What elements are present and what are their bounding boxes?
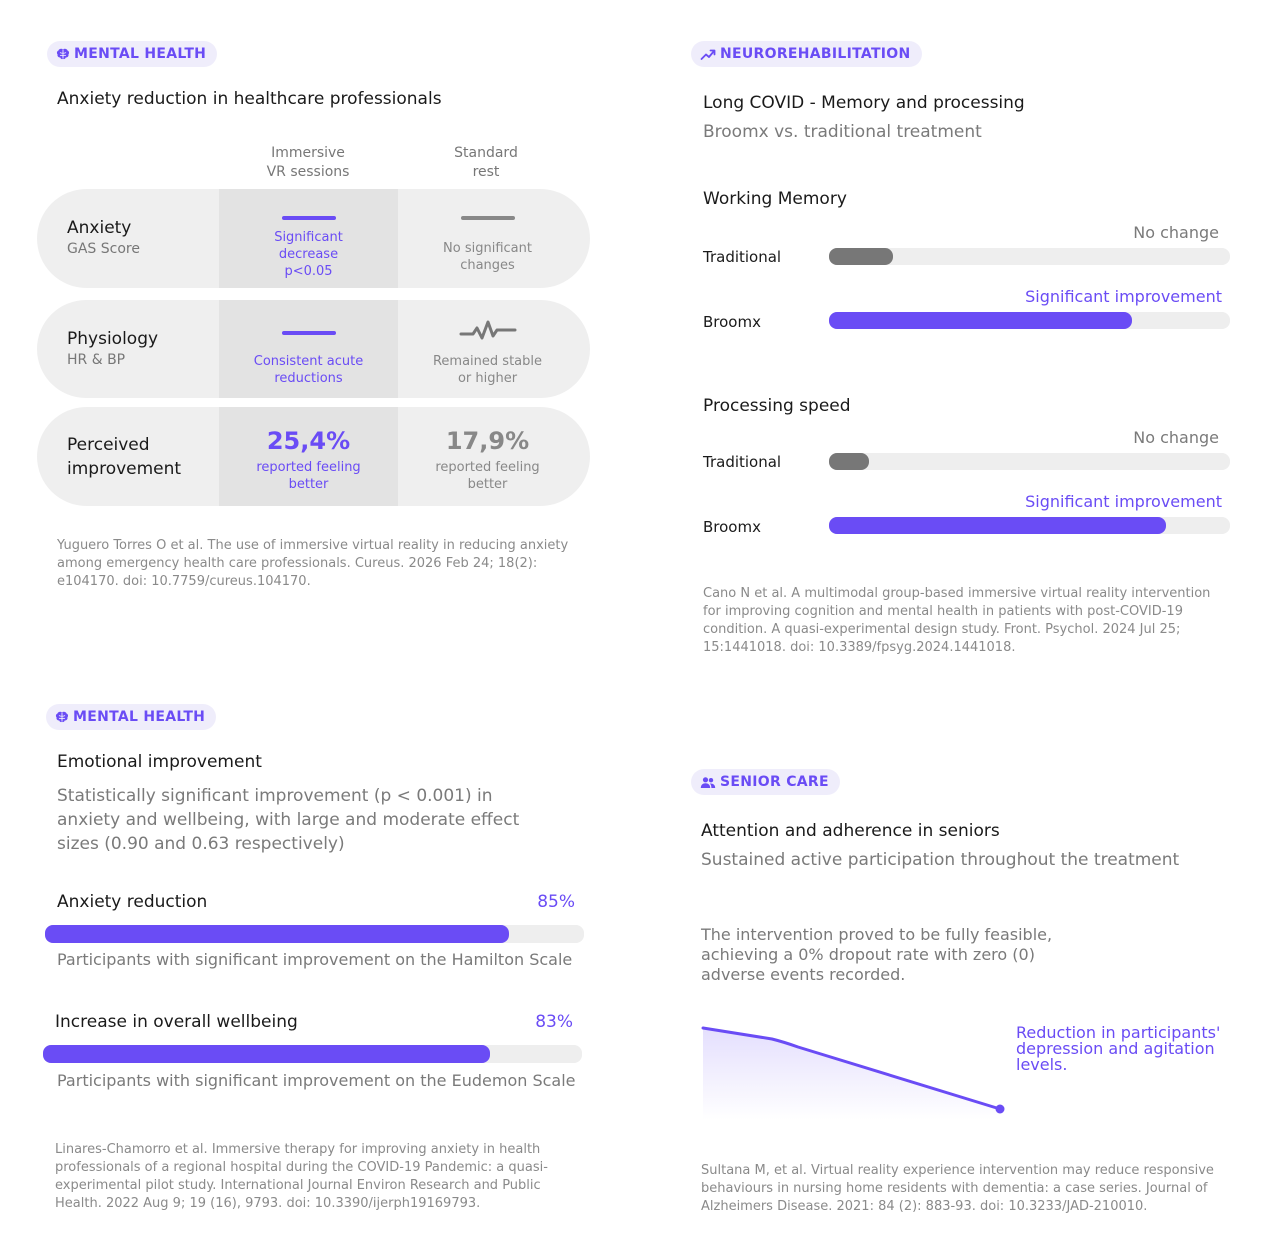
anxiety-reduction-caption: Participants with significant improvement on the Hamilton Scale — [57, 950, 573, 969]
working-memory-traditional-track — [829, 248, 1230, 265]
table-row-physiology — [37, 300, 590, 398]
mental-health-badge — [47, 41, 217, 67]
row-title: Perceived improvement — [67, 435, 182, 479]
long-covid-subtitle: Broomx vs. traditional treatment — [703, 122, 982, 142]
standard-result — [398, 319, 577, 387]
flat-dash-icon — [461, 216, 515, 220]
standard-result-text: No significant changes — [443, 241, 532, 273]
vr-result — [219, 331, 398, 387]
emotional-description: Statistically significant improvement (p < 0.001) in anxiety and wellbeing, with large and moderate effect sizes (0.90 and 0.63 respectively) — [57, 786, 520, 854]
anxiety-reduction-track — [45, 925, 584, 943]
people-icon — [700, 776, 716, 789]
vr-percentage: 25,4% — [266, 427, 351, 455]
row-subtitle: GAS Score — [67, 241, 140, 257]
working-memory-traditional-bar — [829, 248, 893, 265]
row-label — [67, 433, 181, 481]
wellbeing-bar — [43, 1045, 490, 1063]
broomx-note: Significant improvement — [1025, 492, 1222, 511]
row-subtitle: HR & BP — [67, 352, 126, 368]
wellbeing-track — [43, 1045, 582, 1063]
row-label — [67, 218, 140, 257]
traditional-note: No change — [1133, 223, 1219, 242]
senior-care-badge — [691, 769, 840, 795]
column-header-vr: Immersive VR sessions — [266, 145, 350, 180]
working-memory-title: Working Memory — [703, 189, 847, 209]
traditional-label: Traditional — [703, 248, 782, 266]
badge-label: MENTAL HEALTH — [73, 709, 206, 725]
processing-speed-broomx-track — [829, 517, 1230, 534]
neurorehabilitation-badge — [691, 41, 922, 67]
seniors-subtitle: Sustained active participation throughout the treatment — [701, 850, 1180, 870]
processing-speed-broomx-bar — [829, 517, 1166, 534]
anxiety-reduction-percent: 85% — [537, 892, 575, 912]
vr-result — [219, 426, 398, 493]
vr-result-text: Significant decrease p<0.05 — [274, 230, 343, 279]
vr-result-text: Consistent acute reductions — [253, 354, 364, 386]
anxiety-title: Anxiety reduction in healthcare professionals — [57, 89, 442, 109]
decrease-dash-icon — [282, 331, 336, 335]
anxiety-reduction-label: Anxiety reduction — [57, 892, 208, 912]
traditional-note: No change — [1133, 428, 1219, 447]
trend-icon — [700, 48, 716, 61]
citation: Yuguero Torres O et al. The use of immersive virtual reality in reducing anxiety among emergency health care professionals. Cureus. 2026 Feb 24; 18(2): e104170. doi: 10.7759/cureus.104170. — [57, 538, 569, 589]
row-title: Physiology — [67, 329, 159, 349]
wellbeing-label: Increase in overall wellbeing — [55, 1012, 298, 1032]
working-memory-broomx-bar — [829, 312, 1132, 329]
standard-result-text: reported feeling better — [435, 460, 540, 492]
wellbeing-caption: Participants with significant improvement on the Eudemon Scale — [57, 1071, 576, 1090]
decline-area — [703, 1028, 1000, 1120]
table-row-perceived — [37, 407, 590, 506]
table-row-anxiety — [37, 189, 590, 288]
column-header-standard: Standard rest — [454, 145, 518, 180]
anxiety-reduction-bar — [45, 925, 509, 943]
badge-label: SENIOR CARE — [720, 774, 829, 790]
processing-speed-title: Processing speed — [703, 396, 851, 416]
processing-speed-traditional-bar — [829, 453, 869, 470]
citation: Sultana M, et al. Virtual reality experience intervention may reduce responsive behaviours in nursing home residents with dementia: a case series. Journal of Alzheimers Disease. 2021: 84 (2): 883-93. doi: 10.3233/JAD-210010. — [701, 1163, 1214, 1214]
working-memory-broomx-track — [829, 312, 1230, 329]
brain-icon — [56, 48, 70, 61]
decline-chart — [700, 1020, 1010, 1120]
citation: Cano N et al. A multimodal group-based immersive virtual reality intervention for improving cognition and mental health in patients with post-COVID-19 condition. A quasi-experimental design study. Front. Psychol. 2024 Jul 25; 15:1441018. doi: 10.3389/fpsyg.2024.1441018. — [703, 586, 1211, 655]
broomx-note: Significant improvement — [1025, 287, 1222, 306]
wellbeing-percent: 83% — [535, 1012, 573, 1032]
emotional-title: Emotional improvement — [57, 752, 262, 772]
processing-speed-traditional-track — [829, 453, 1230, 470]
vr-result — [219, 216, 398, 280]
vr-result-text: reported feeling better — [256, 460, 361, 492]
seniors-title: Attention and adherence in seniors — [701, 821, 1000, 841]
standard-result — [398, 216, 577, 274]
brain-icon — [55, 711, 69, 724]
mental-health-badge — [46, 704, 216, 730]
heartbeat-icon — [459, 319, 517, 341]
standard-result-text: Remained stable or higher — [432, 354, 542, 386]
citation: Linares-Chamorro et al. Immersive therapy for improving anxiety in health professionals of a regional hospital during the COVID-19 Pandemic: a quasi-experimental pilot study. International Journal Environ Research and Public Health. 2022 Aug 9; 19 (16), 9793. doi: 10.3390/ijerph19169793. — [55, 1142, 548, 1211]
broomx-label: Broomx — [703, 518, 761, 536]
badge-label: NEUROREHABILITATION — [720, 46, 911, 62]
standard-result — [398, 426, 577, 493]
traditional-label: Traditional — [703, 453, 782, 471]
row-label — [67, 329, 158, 368]
broomx-label: Broomx — [703, 313, 761, 331]
decline-end-point — [996, 1105, 1005, 1114]
standard-percentage: 17,9% — [445, 427, 530, 455]
decrease-dash-icon — [282, 216, 336, 220]
long-covid-title: Long COVID - Memory and processing — [703, 93, 1025, 113]
badge-label: MENTAL HEALTH — [74, 46, 207, 62]
decline-chart-label: Reduction in participants' depression and agitation levels. — [1016, 1023, 1221, 1074]
seniors-description: The intervention proved to be fully feasible, achieving a 0% dropout rate with zero (0) adverse events recorded. — [701, 925, 1053, 984]
row-title: Anxiety — [67, 218, 132, 238]
